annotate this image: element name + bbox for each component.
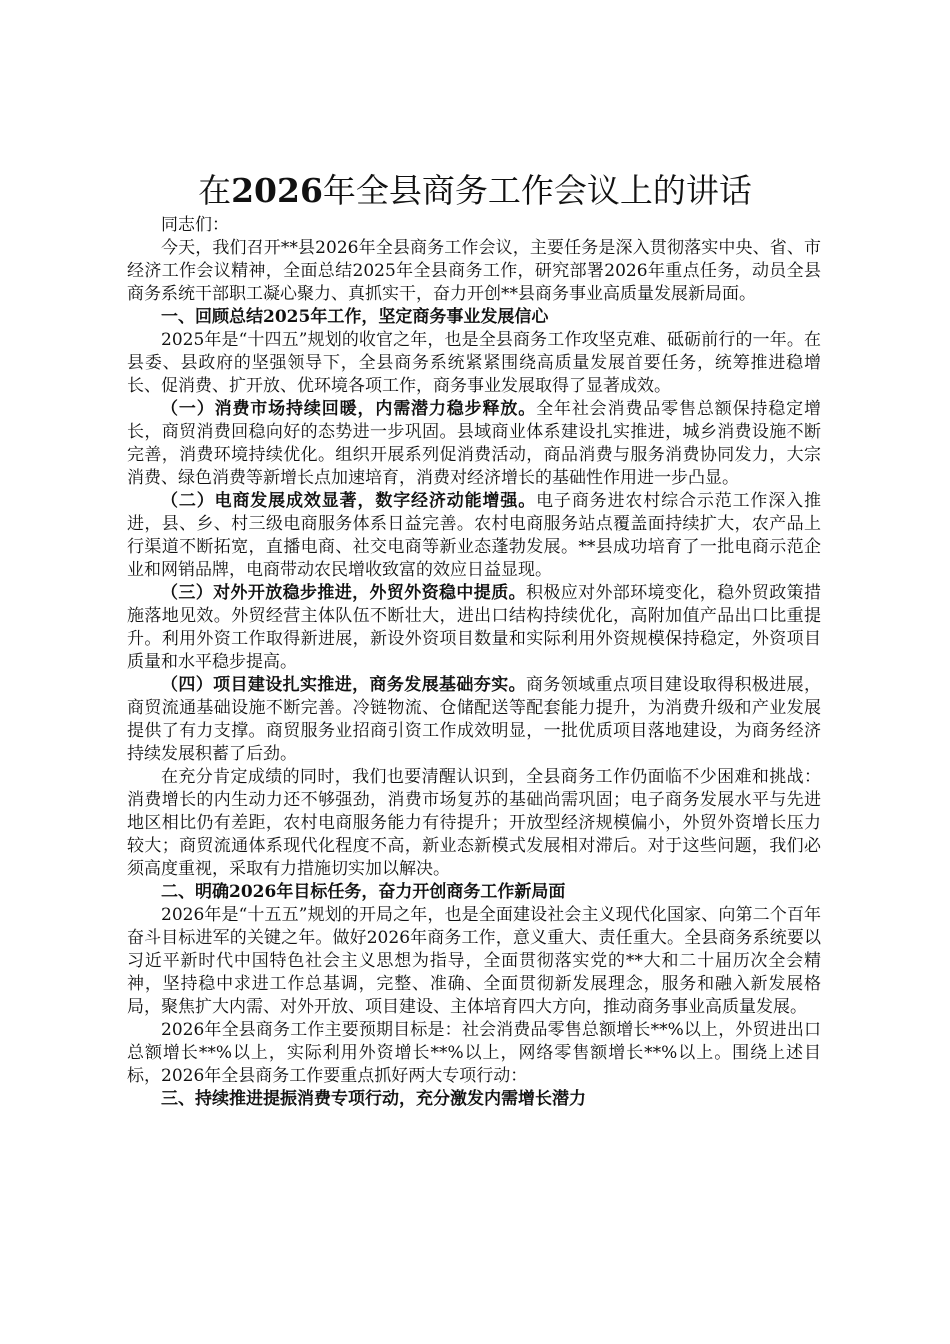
item2-lead: （二）电商发展成效显著，数字经济动能增强。 (161, 491, 537, 511)
item3-text: 积极应对外部环境变化，稳外贸政策措施落地见效。外贸经营主体队伍不断壮大，进出口结构持续优化，高附加值产品出口比重提升。利用外资工作取得新进展，新设外资项目数量和实际利用外资规模保持稳定，外资项目质量和水平稳步提高。 (127, 583, 822, 672)
item1-paragraph (127, 398, 821, 490)
title-suffix: 年全县商务工作会议上的讲话 (322, 171, 752, 210)
targets-paragraph: 2026年全县商务工作主要预期目标是：社会消费品零售总额增长**%以上，外贸进出口总额增长**%以上，实际利用外资增长**%以上，网络零售额增长**%以上。围绕上述目标，2026年全县商务工作要重点抓好两大专项行动： (127, 1020, 821, 1086)
salutation: 同志们： (161, 215, 229, 235)
title-year: 2026 (231, 171, 323, 210)
document-title (0, 168, 950, 214)
section1-intro-paragraph: 2025年是“十四五”规划的收官之年，也是全县商务工作攻坚克难、砥砺前行的一年。在县委、县政府的坚强领导下，全县商务系统紧紧围绕高质量发展首要任务，统筹推进稳增长、促消费、扩开放、优环境各项工作，商务事业发展取得了显著成效。 (127, 330, 821, 396)
item4-lead: （四）项目建设扎实推进，商务发展基础夯实。 (161, 675, 526, 695)
item3-lead: （三）对外开放稳步推进，外贸外资稳中提质。 (161, 583, 526, 603)
item1-lead: （一）消费市场持续回暖，内需潜力稳步释放。 (161, 399, 537, 419)
section2-intro-paragraph: 2026年是“十五五”规划的开局之年，也是全面建设社会主义现代化国家、向第二个百年奋斗目标进军的关键之年。做好2026年商务工作，意义重大、责任重大。全县商务系统要以习近平新时代中国特色社会主义思想为指导，全面贯彻落实党的**大和二十届历次全会精神，坚持稳中求进工作总基调，完整、准确、全面贯彻新发展理念，服务和融入新发展格局，聚焦扩大内需、对外开放、项目建设、主体培育四大方向，推动商务事业高质量发展。 (127, 905, 821, 1017)
item2-text: 电子商务进农村综合示范工作深入推进，县、乡、村三级电商服务体系日益完善。农村电商服务站点覆盖面持续扩大，农产品上行渠道不断拓宽，直播电商、社交电商等新业态蓬勃发展。**县成功培育了一批电商示范企业和网销品牌，电商带动农民增收致富的效应日益显现。 (127, 491, 822, 580)
intro-paragraph: 今天，我们召开**县2026年全县商务工作会议，主要任务是深入贯彻落实中央、省、市经济工作会议精神，全面总结2025年全县商务工作，研究部署2026年重点任务，动员全县商务系统干部职工凝心聚力、真抓实干，奋力开创**县商务事业高质量发展新局面。 (127, 238, 821, 304)
item3-paragraph (127, 582, 821, 674)
item4-paragraph (127, 674, 821, 766)
section1-heading: 一、回顾总结2025年工作，坚定商务事业发展信心 (161, 307, 549, 327)
item2-paragraph (127, 490, 821, 582)
item4-text: 商务领域重点项目建设取得积极进展，商贸流通基础设施不断完善。冷链物流、仓储配送等配套能力提升，为消费升级和产业发展提供了有力支撑。商贸服务业招商引资工作成效明显，一批优质项目落地建设，为商务经济持续发展积蓄了后劲。 (127, 675, 822, 764)
section3-heading: 三、持续推进提振消费专项行动，充分激发内需增长潜力 (161, 1089, 586, 1109)
title-prefix: 在 (198, 171, 232, 210)
item1-text: 全年社会消费品零售总额保持稳定增长，商贸消费回稳向好的态势进一步巩固。县域商业体系建设扎实推进，城乡消费设施不断完善，消费环境持续优化。组织开展系列促消费活动，商品消费与服务消费协同发力，大宗消费、绿色消费等新增长点加速培育，消费对经济增长的基础性作用进一步凸显。 (127, 399, 822, 488)
document-body (127, 214, 821, 1111)
section2-heading: 二、明确2026年目标任务，奋力开创商务工作新局面 (161, 882, 566, 902)
challenges-paragraph: 在充分肯定成绩的同时，我们也要清醒认识到，全县商务工作仍面临不少困难和挑战：消费增长的内生动力还不够强劲，消费市场复苏的基础尚需巩固；电子商务发展水平与先进地区相比仍有差距，农村电商服务能力有待提升；开放型经济规模偏小，外贸外资增长压力较大；商贸流通体系现代化程度不高，新业态新模式发展相对滞后。对于这些问题，我们必须高度重视，采取有力措施切实加以解决。 (127, 767, 821, 879)
